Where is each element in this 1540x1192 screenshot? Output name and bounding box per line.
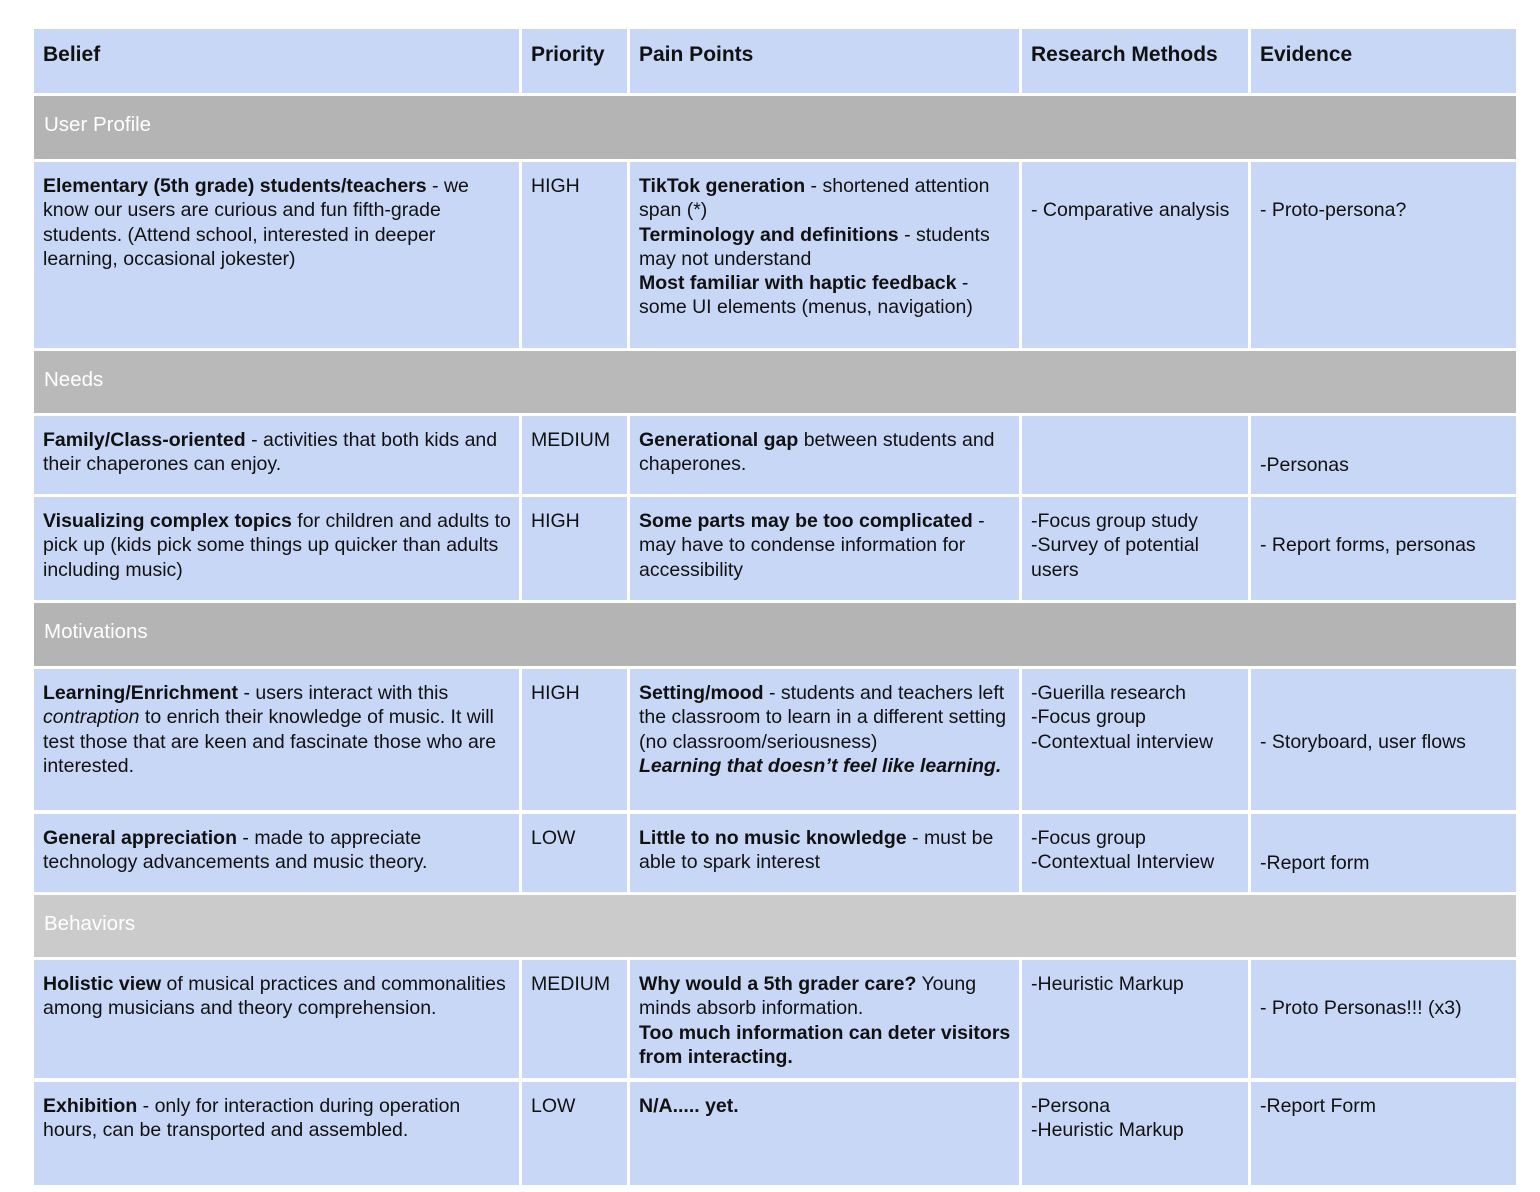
pain-point-description: Young minds absorb information. (639, 973, 977, 1020)
pain-point-title: Terminology and definitions (639, 223, 899, 246)
pain-points-cell (630, 814, 1019, 892)
section-needs: Needs (34, 351, 1516, 413)
evidence-item: - Storyboard, user flows (1260, 731, 1466, 753)
pain-points-cell (630, 1082, 1019, 1185)
research-method: - Comparative analysis (1031, 199, 1230, 221)
belief-title: Family/Class-oriented (43, 429, 246, 451)
evidence-cell (1251, 960, 1516, 1078)
belief-description: - users interact with this (238, 682, 449, 704)
belief-description: - we know our users are curious and fun fifth-grade students. (Attend school, interested in deeper learning, occasional jokester) (43, 175, 469, 270)
pain-point-description: - shortened attention span (*) (639, 175, 990, 222)
pain-point-title: Little to no music knowledge (639, 827, 907, 849)
research-method: -Survey of potential users (1031, 534, 1200, 581)
belief-title: Learning/Enrichment (43, 682, 239, 704)
pain-point-title: TikTok generation (639, 175, 806, 197)
evidence-cell (1251, 814, 1516, 892)
belief-description: for children and adults to pick up (kids pick some things up quicker than adults including music) (43, 510, 511, 581)
belief-cell (34, 669, 519, 810)
priority-cell: MEDIUM (522, 416, 627, 494)
section-behaviors: Behaviors (34, 895, 1516, 957)
belief-description: to enrich their knowledge of music. It will test those that are keen and fascinate those who are interested. (43, 706, 497, 777)
research-methods-cell (1022, 669, 1248, 810)
belief-cell (34, 416, 519, 494)
research-method: -Focus group (1031, 706, 1146, 729)
table-row (34, 960, 1516, 1078)
evidence-item: -Report form (1260, 852, 1370, 874)
evidence-item: -Personas (1260, 454, 1349, 476)
pain-points-cell (630, 497, 1019, 600)
evidence-cell: -Report Form (1251, 1082, 1516, 1185)
pain-point-title: N/A..... yet. (639, 1095, 739, 1117)
research-method: -Contextual interview (1031, 730, 1214, 753)
belief-title: General appreciation (43, 827, 237, 849)
pain-points-cell (630, 162, 1019, 348)
research-method: -Guerilla research (1031, 682, 1186, 704)
priority-cell: HIGH (522, 669, 627, 810)
table-row (34, 669, 1516, 810)
research-method: -Contextual Interview (1031, 851, 1215, 874)
belief-cell (34, 1082, 519, 1185)
pain-point-emphasis: Learning that doesn’t feel like learning. (639, 754, 1002, 777)
section-user-profile: User Profile (34, 96, 1516, 159)
priority-cell: HIGH (522, 497, 627, 600)
table-row (34, 497, 1516, 600)
evidence-item: - Proto Personas!!! (x3) (1260, 997, 1462, 1019)
pain-point-description: - may have to condense information for accessibility (639, 510, 985, 581)
pain-point-title: Why would a 5th grader care? (639, 973, 917, 995)
header-evidence: Evidence (1251, 29, 1516, 93)
evidence-cell (1251, 497, 1516, 600)
research-methods-cell (1022, 497, 1248, 600)
belief-cell (34, 960, 519, 1078)
belief-description: - made to appreciate technology advancements and music theory. (43, 827, 428, 874)
evidence-item: - Report forms, personas (1260, 534, 1476, 556)
pain-points-cell (630, 416, 1019, 494)
pain-point-description: - students and teachers left the classroom to learn in a different setting (no classroom/seriousness) (639, 682, 1007, 753)
pain-point-description: - students may not understand (639, 223, 990, 270)
pain-point-title: Generational gap (639, 429, 799, 451)
research-method: -Focus group (1031, 827, 1146, 849)
header-pain-points: Pain Points (630, 29, 1019, 93)
belief-description: - activities that both kids and their chaperones can enjoy. (43, 429, 498, 476)
priority-cell: LOW (522, 1082, 627, 1185)
priority-cell: LOW (522, 814, 627, 892)
table-header-row (34, 29, 1516, 93)
research-method: -Focus group study (1031, 510, 1198, 532)
belief-description: of musical practices and commonalities among musicians and theory comprehension. (43, 973, 506, 1020)
research-methods-cell (1022, 814, 1248, 892)
pain-point-title: Setting/mood (639, 682, 764, 704)
belief-title: Exhibition (43, 1095, 138, 1117)
table-row (34, 814, 1516, 892)
pain-point-description: - some UI elements (menus, navigation) (639, 272, 973, 319)
pain-point-title: Some parts may be too complicated (639, 510, 973, 532)
priority-cell: MEDIUM (522, 960, 627, 1078)
evidence-item: - Proto-persona? (1260, 199, 1407, 221)
table-row (34, 416, 1516, 494)
table-row (34, 162, 1516, 348)
table-row (34, 1082, 1516, 1185)
belief-title: Holistic view (43, 973, 162, 995)
research-methods-cell (1022, 416, 1248, 494)
belief-title: Visualizing complex topics (43, 510, 292, 532)
pain-point-title: Too much information can deter visitors from interacting. (639, 1021, 1011, 1068)
header-priority: Priority (522, 29, 627, 93)
evidence-cell (1251, 416, 1516, 494)
pain-point-description: - must be able to spark interest (639, 827, 994, 874)
belief-title: Elementary (5th grade) students/teachers (43, 175, 427, 197)
belief-description: - only for interaction during operation hours, can be transported and assembled. (43, 1095, 461, 1142)
belief-cell (34, 497, 519, 600)
research-methods-cell: -Heuristic Markup (1022, 960, 1248, 1078)
header-research-methods: Research Methods (1022, 29, 1248, 93)
pain-point-description: between students and chaperones. (639, 429, 995, 476)
pain-points-cell (630, 669, 1019, 810)
research-method: -Persona (1031, 1095, 1111, 1117)
evidence-cell (1251, 162, 1516, 348)
belief-emphasis: contraption (43, 706, 140, 729)
belief-cell (34, 162, 519, 348)
section-motivations: Motivations (34, 603, 1516, 666)
header-belief: Belief (34, 29, 519, 93)
belief-cell (34, 814, 519, 892)
pain-points-cell (630, 960, 1019, 1078)
research-methods-cell (1022, 1082, 1248, 1185)
evidence-cell (1251, 669, 1516, 810)
research-methods-cell (1022, 162, 1248, 348)
research-method: -Heuristic Markup (1031, 1119, 1184, 1142)
priority-cell: HIGH (522, 162, 627, 348)
pain-point-title: Most familiar with haptic feedback (639, 272, 957, 295)
